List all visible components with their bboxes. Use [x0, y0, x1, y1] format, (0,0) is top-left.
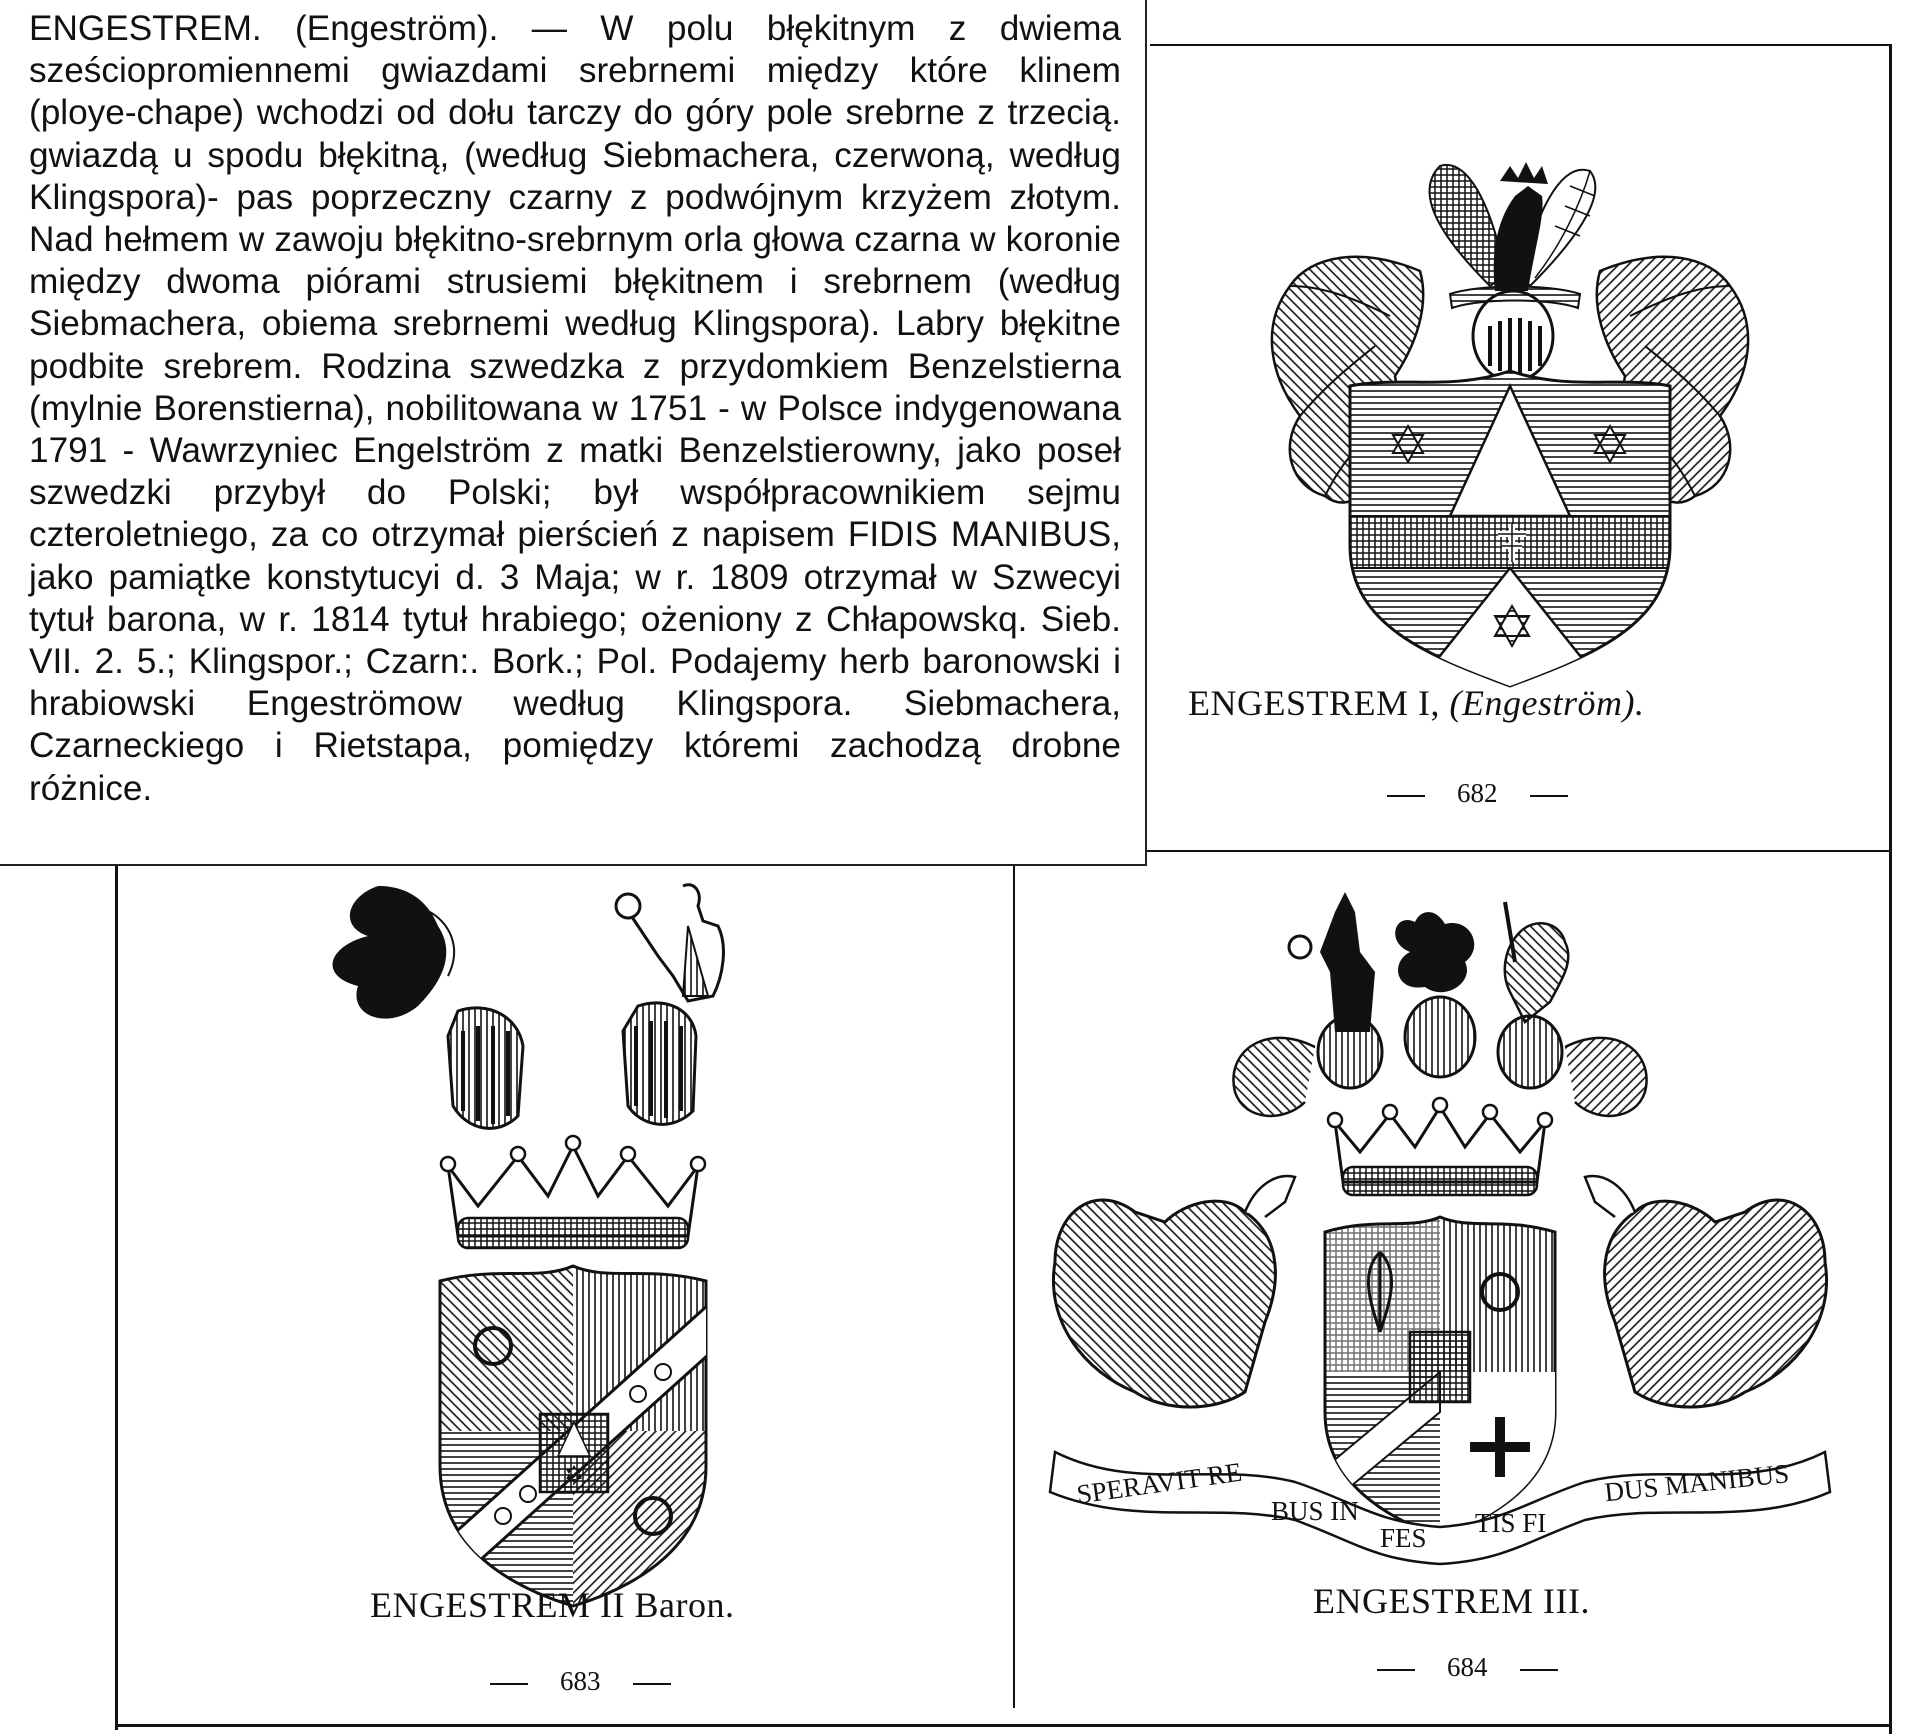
supporter-right — [1605, 1200, 1827, 1407]
inescutcheon-684 — [1410, 1332, 1470, 1402]
helmet-684-right — [1498, 1016, 1562, 1088]
caption-682: ENGESTREM I, (Engeström). — [1188, 683, 1645, 723]
mantling-684-left — [1233, 1038, 1315, 1116]
frame-right — [1889, 44, 1892, 1734]
helmet-684-left — [1318, 1016, 1382, 1088]
crest-lion-right — [1505, 923, 1569, 1022]
caption-683: ENGESTREM II Baron. — [370, 1585, 735, 1625]
caption-684: ENGESTREM III. — [1313, 1581, 1590, 1621]
motto-seg-4: TIS FI — [1475, 1508, 1547, 1538]
plate-683 — [118, 866, 1013, 1724]
crest-figure-left — [1320, 892, 1375, 1032]
motto-seg-3: FES — [1380, 1523, 1427, 1553]
crown-683 — [441, 1136, 705, 1248]
helmet-left — [448, 1008, 523, 1128]
motto-seg-1: SPERAVIT RE — [1074, 1456, 1244, 1510]
helmet-684-center — [1405, 997, 1475, 1077]
description-panel — [0, 0, 1147, 866]
mantling-684-right — [1565, 1038, 1647, 1116]
plate-number-683: 683 — [458, 1666, 703, 1697]
motto-seg-2: BUS IN — [1271, 1496, 1359, 1526]
plate-682 — [1150, 46, 1889, 850]
plate-number-684: 684 — [1345, 1652, 1590, 1683]
coat-of-arms-682 — [1150, 46, 1889, 850]
supporter-left — [1053, 1200, 1275, 1407]
motto-seg-5: DUS MANIBUS — [1602, 1458, 1791, 1508]
crest-figure — [628, 885, 723, 1001]
description-text: ENGESTREM. (Engeström). — W polu błękitnym z dwiema sześciopromiennemi gwiazdami srebrnemi między które klinem (ploye-chape) wchodzi od dołu tarczy do góry pole srebrne z trzecią. gwiazdą u spodu błękitną, (według Siebmachera, czerwoną, według Klingspora)- pas poprzeczny czarny z podwójnym krzyżem złotym. Nad hełmem w zawoju błękitno-srebrnym orla głowa czarna w koronie między dwoma piórami strusiemi błękitnem i srebrnem (według Siebmachera, obiema srebrnemi według Klingspora). Labry błękitne podbite srebrem. Rodzina szwedzka z przydomkiem Benzelstierna (mylnie Borenstierna), nobilitowana w 1751 - w Polsce indygenowana 1791 - Wawrzyniec Engelström z matki Benzelstierowny, jako poseł szwedzki przybył do Polski; był współpracownikiem sejmu czteroletniego, za co otrzymał pierścień z napisem FIDIS MANIBUS, jako pamiątke konstytucyi d. 3 Maja; w r. 1809 otrzymał w Szwecyi tytuł barona, w r. 1814 tytuł hrabiego; ożeniony z Chłapowskq. Sieb. VII. 2. 5.; Klingspor.; Czarn:. Bork.; Pol. Podajemy herb baronowski i hrabiowski Engeströmow według Klingspora. Siebmachera, Czarneckiego i Rietstapa, pomiędzy któremi zachodzą drobne różnice. — [29, 9, 1121, 808]
plate-684 — [1015, 852, 1889, 1724]
crown-684 — [1328, 1098, 1552, 1195]
frame-bottom — [115, 1724, 1892, 1727]
plume-left — [333, 886, 447, 1019]
helmet-right — [623, 1003, 696, 1125]
crest-plume-center — [1395, 912, 1474, 992]
plate-number-682: 682 — [1355, 778, 1600, 809]
feather-left — [1430, 165, 1505, 286]
